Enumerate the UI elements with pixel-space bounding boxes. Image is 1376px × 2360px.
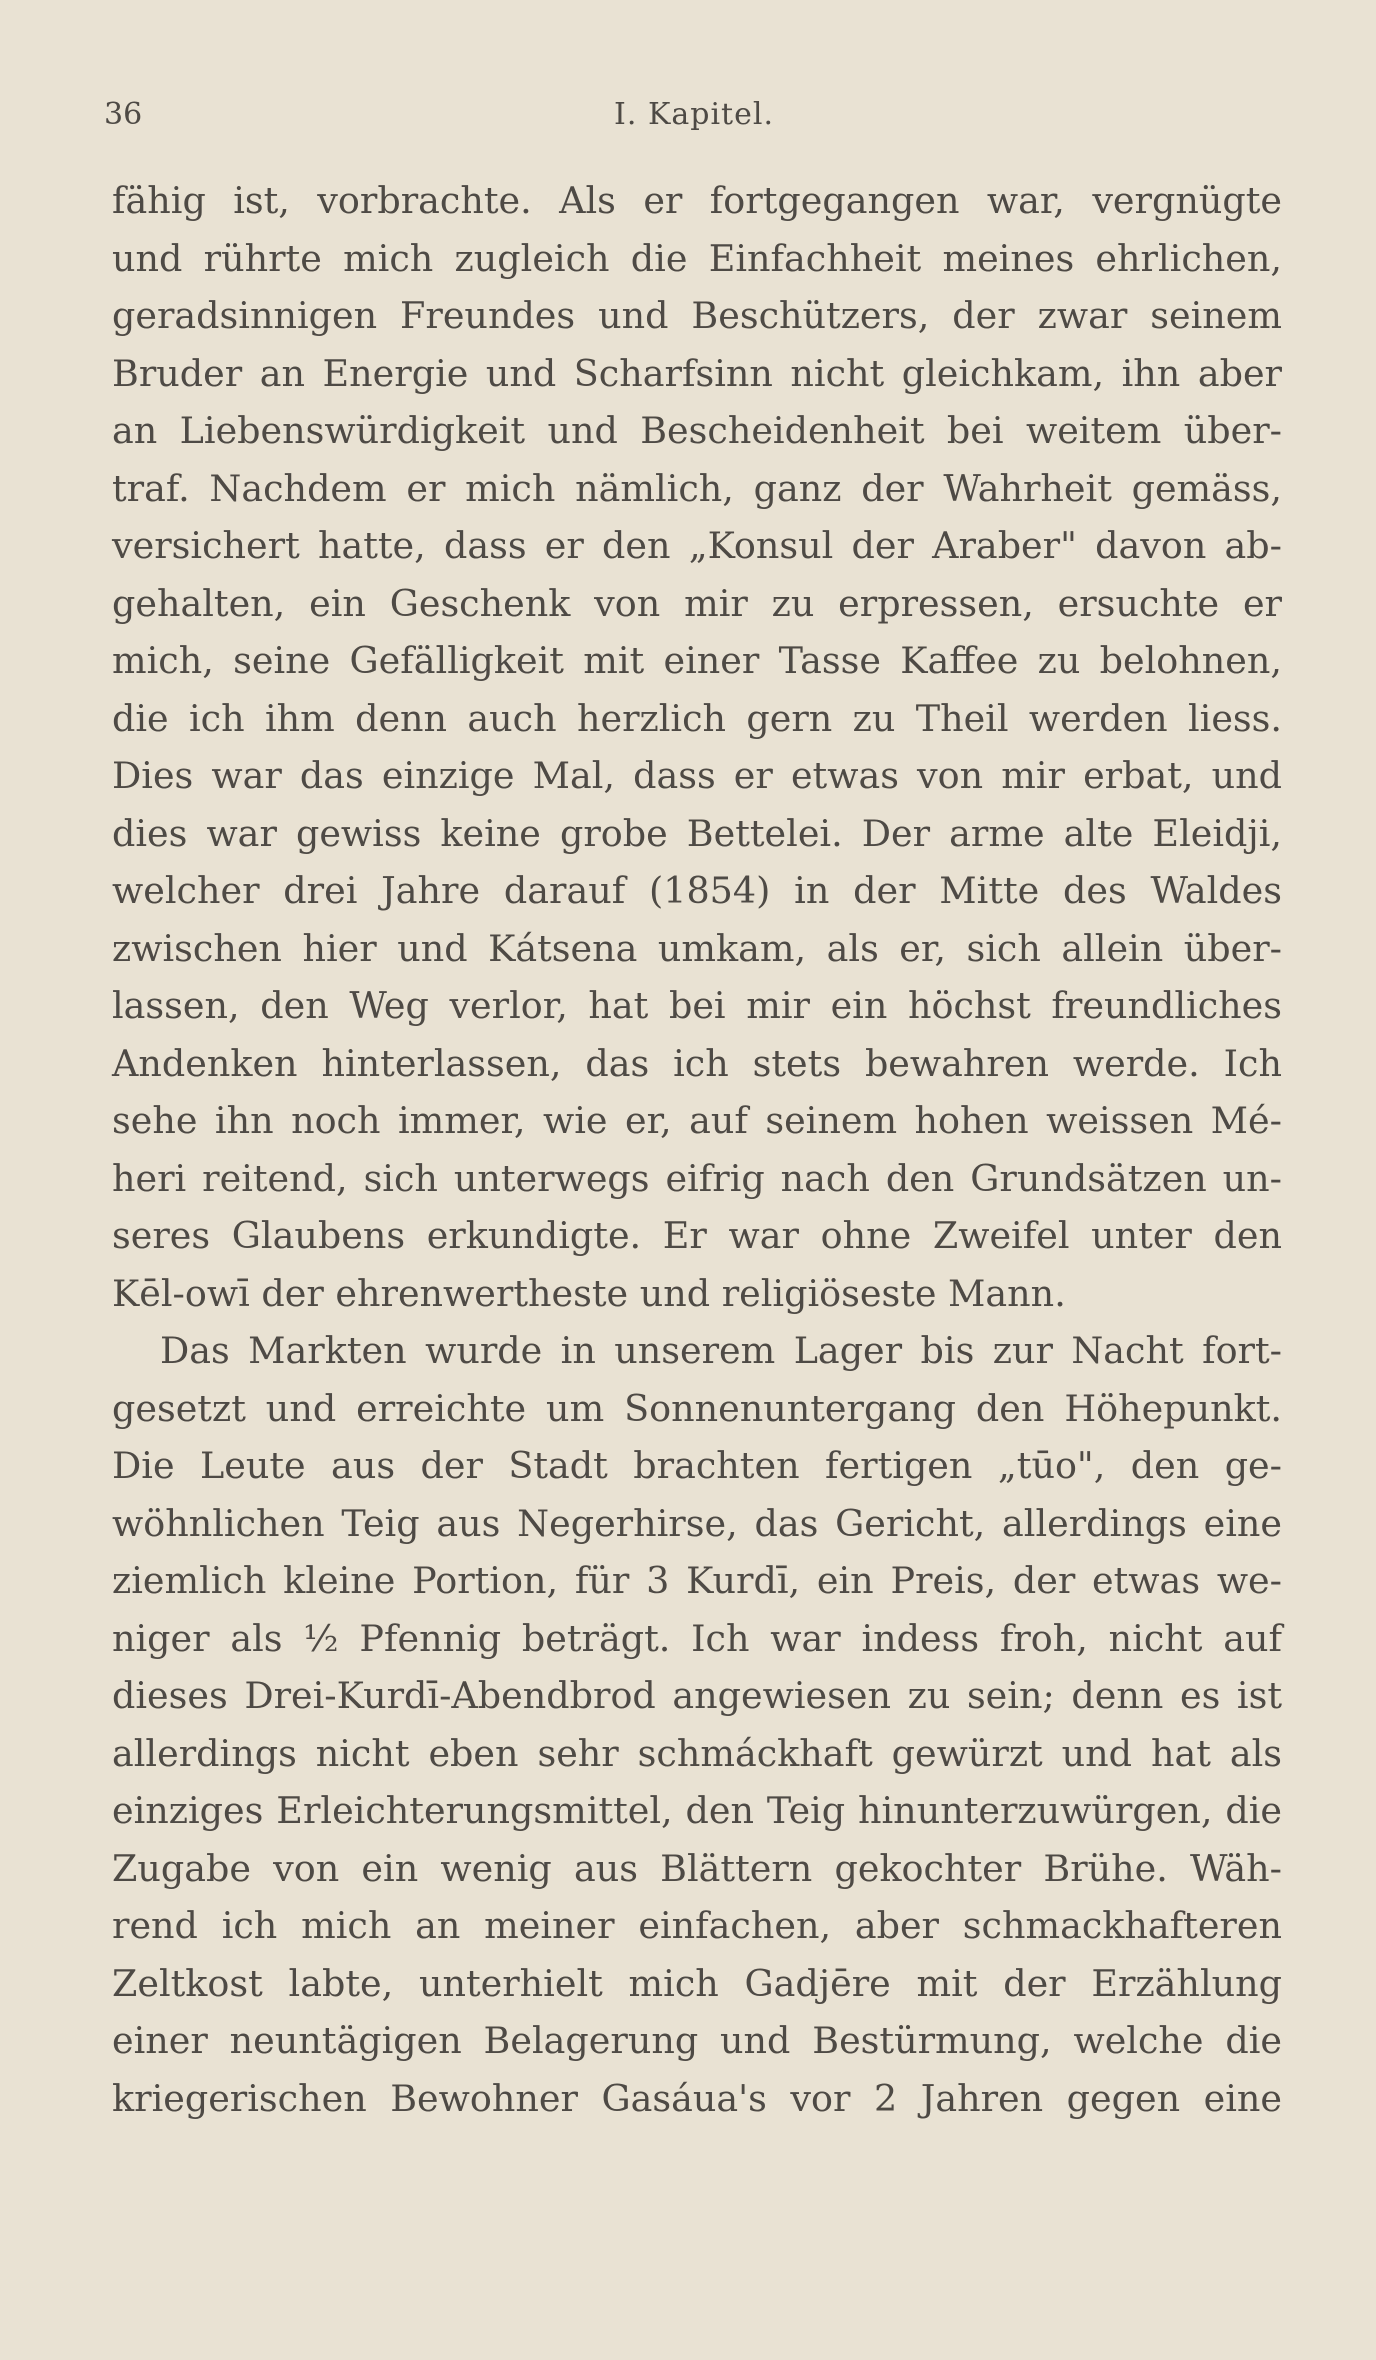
text-line: einer neuntägigen Belagerung und Bestürmung, welche die (112, 2019, 1282, 2062)
body-text (112, 172, 1282, 2127)
text-line: fähig ist, vorbrachte. Als er fortgegangen war, vergnügte (112, 179, 1282, 222)
text-line: versichert hatte, dass er den „Konsul der Araber" davon ab- (112, 524, 1282, 567)
text-line: an Liebenswürdigkeit und Bescheidenheit bei weitem über- (112, 409, 1282, 452)
page-number: 36 (104, 97, 143, 132)
paragraph-start-line: Das Markten wurde in unserem Lager bis zur Nacht fort- (160, 1329, 1282, 1372)
text-line: die ich ihm denn auch herzlich gern zu Theil werden liess. (112, 696, 1282, 740)
text-line: Bruder an Energie und Scharfsinn nicht gleichkam, ihn aber (112, 351, 1282, 395)
text-line: Zeltkost labte, unterhielt mich Gadjēre mit der Erzählung (112, 1961, 1282, 2005)
text-line: ziemlich kleine Portion, für 3 Kurdī, ein Preis, der etwas we- (112, 1559, 1282, 1602)
text-line: sehe ihn noch immer, wie er, auf seinem hohen weissen Mé- (112, 1099, 1282, 1142)
text-line: gehalten, ein Geschenk von mir zu erpressen, ersuchte er (112, 581, 1282, 625)
chapter-title: I. Kapitel. (614, 97, 774, 132)
text-line: lassen, den Weg verlor, hat bei mir ein höchst freundliches (112, 984, 1282, 1027)
text-line: und rührte mich zugleich die Einfachheit meines ehrlichen, (112, 236, 1282, 280)
text-line: mich, seine Gefälligkeit mit einer Tasse Kaffee zu belohnen, (112, 639, 1282, 682)
text-line: wöhnlichen Teig aus Negerhirse, das Gericht, allerdings eine (112, 1501, 1282, 1545)
text-line: dieses Drei-Kurdī-Abendbrod angewiesen zu sein; denn es ist (112, 1674, 1282, 1717)
text-line: welcher drei Jahre darauf (1854) in der Mitte des Waldes (112, 869, 1282, 912)
paragraph-end-line: Kēl-owī der ehrenwertheste und religiöseste Mann. (112, 1271, 1066, 1315)
text-line: seres Glaubens erkundigte. Er war ohne Zweifel unter den (112, 1214, 1282, 1257)
text-line: Die Leute aus der Stadt brachten fertigen „tūo", den ge- (112, 1444, 1282, 1487)
text-line: Andenken hinterlassen, das ich stets bewahren werde. Ich (112, 1041, 1282, 1085)
text-line: niger als ½ Pfennig beträgt. Ich war indess froh, nicht auf (112, 1616, 1282, 1660)
text-line: einziges Erleichterungsmittel, den Teig hinunterzuwürgen, die (112, 1789, 1282, 1832)
text-line: zwischen hier und Kátsena umkam, als er, sich allein über- (112, 926, 1282, 970)
text-line: kriegerischen Bewohner Gasáua's vor 2 Jahren gegen eine (112, 2076, 1282, 2120)
text-line: heri reitend, sich unterwegs eifrig nach den Grundsätzen un- (112, 1156, 1282, 1200)
text-line: allerdings nicht eben sehr schmáckhaft gewürzt und hat als (112, 1731, 1282, 1775)
running-head (104, 95, 1284, 135)
text-line: Dies war das einzige Mal, dass er etwas von mir erbat, und (112, 754, 1282, 797)
text-line: traf. Nachdem er mich nämlich, ganz der Wahrheit gemäss, (112, 466, 1282, 510)
text-line: Zugabe von ein wenig aus Blättern gekochter Brühe. Wäh- (112, 1846, 1282, 1890)
text-line: gesetzt und erreichte um Sonnenuntergang den Höhepunkt. (112, 1386, 1282, 1430)
text-line: dies war gewiss keine grobe Bettelei. Der arme alte Eleidji, (112, 811, 1282, 855)
text-line: geradsinnigen Freundes und Beschützers, der zwar seinem (112, 294, 1282, 337)
text-line: rend ich mich an meiner einfachen, aber schmackhafteren (112, 1904, 1282, 1947)
